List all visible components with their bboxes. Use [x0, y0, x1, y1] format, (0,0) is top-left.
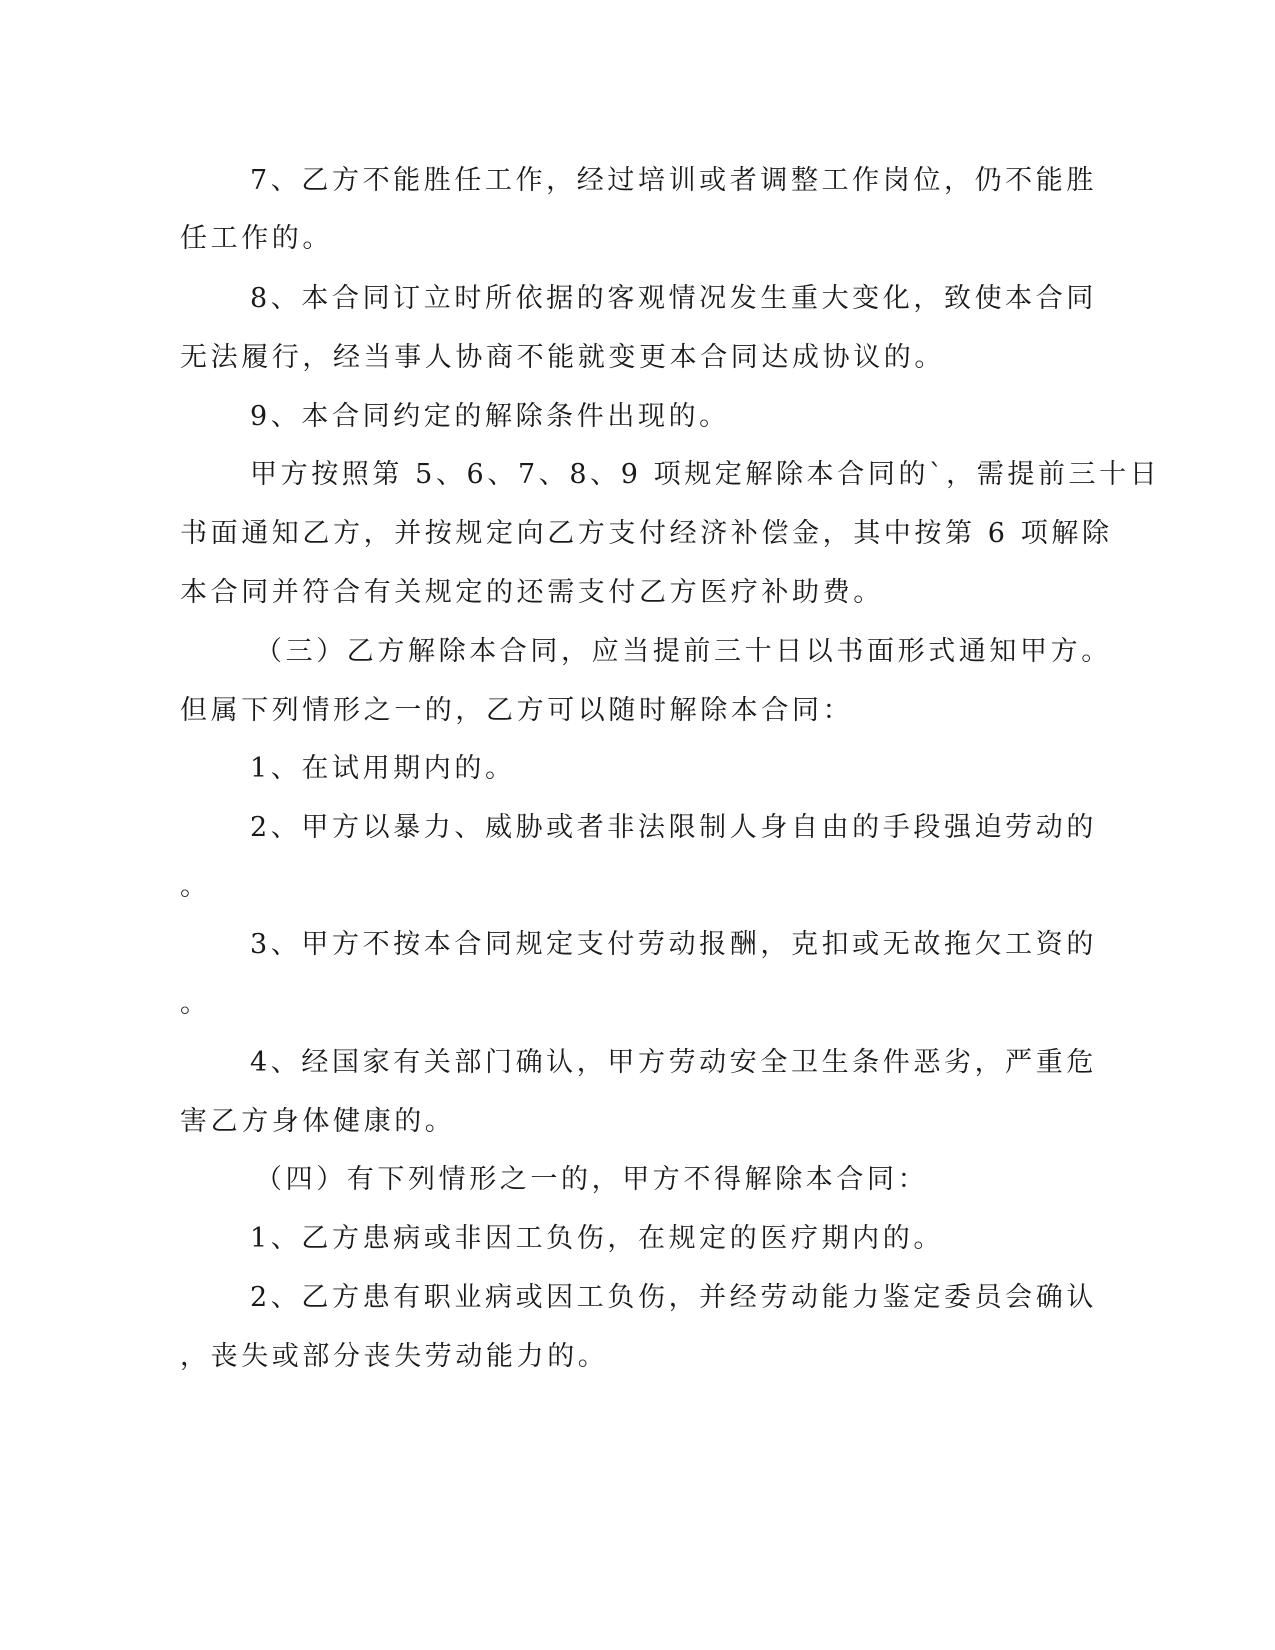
s3-item-3-line-2: 。 — [180, 988, 211, 1019]
s4-item-2-line-1: 2、乙方患有职业病或因工负伤，并经劳动能力鉴定委员会确认 — [250, 1282, 1097, 1313]
item-8-line-1: 8、本合同订立时所依据的客观情况发生重大变化，致使本合同 — [250, 283, 1097, 314]
s4-item-1-line-1: 1、乙方患病或非因工负伤，在规定的医疗期内的。 — [250, 1223, 944, 1254]
s3-item-4-line-2: 害乙方身体健康的。 — [180, 1106, 456, 1137]
item-8-line-2: 无法履行，经当事人协商不能就变更本合同达成协议的。 — [180, 342, 945, 373]
item-9-line-1: 9、本合同约定的解除条件出现的。 — [250, 401, 730, 432]
party-a-paragraph-line-1: 甲方按照第 5、6、7、8、9 项规定解除本合同的`，需提前三十日 — [250, 459, 1161, 490]
section-4-heading: （四）有下列情形之一的，甲方不得解除本合同： — [255, 1164, 929, 1195]
s3-item-4-line-1: 4、经国家有关部门确认，甲方劳动安全卫生条件恶劣，严重危 — [250, 1047, 1097, 1078]
s3-item-3-line-1: 3、甲方不按本合同规定支付劳动报酬，克扣或无故拖欠工资的 — [250, 929, 1097, 960]
party-a-paragraph-line-2: 书面通知乙方，并按规定向乙方支付经济补偿金，其中按第 6 项解除 — [180, 518, 1113, 549]
s3-item-2-line-2: 。 — [180, 871, 211, 902]
s3-item-1-line-1: 1、在试用期内的。 — [250, 753, 516, 784]
s4-item-2-line-2: ，丧失或部分丧失劳动能力的。 — [180, 1341, 609, 1372]
section-3-heading-line-1: （三）乙方解除本合同，应当提前三十日以书面形式通知甲方。 — [255, 636, 1112, 667]
item-7-line-2: 任工作的。 — [180, 223, 333, 254]
item-7-line-1: 7、乙方不能胜任工作，经过培训或者调整工作岗位，仍不能胜 — [250, 165, 1097, 196]
party-a-paragraph-line-3: 本合同并符合有关规定的还需支付乙方医疗补助费。 — [180, 577, 884, 608]
section-3-heading-line-2: 但属下列情形之一的，乙方可以随时解除本合同： — [180, 695, 854, 726]
s3-item-2-line-1: 2、甲方以暴力、威胁或者非法限制人身自由的手段强迫劳动的 — [250, 812, 1097, 843]
